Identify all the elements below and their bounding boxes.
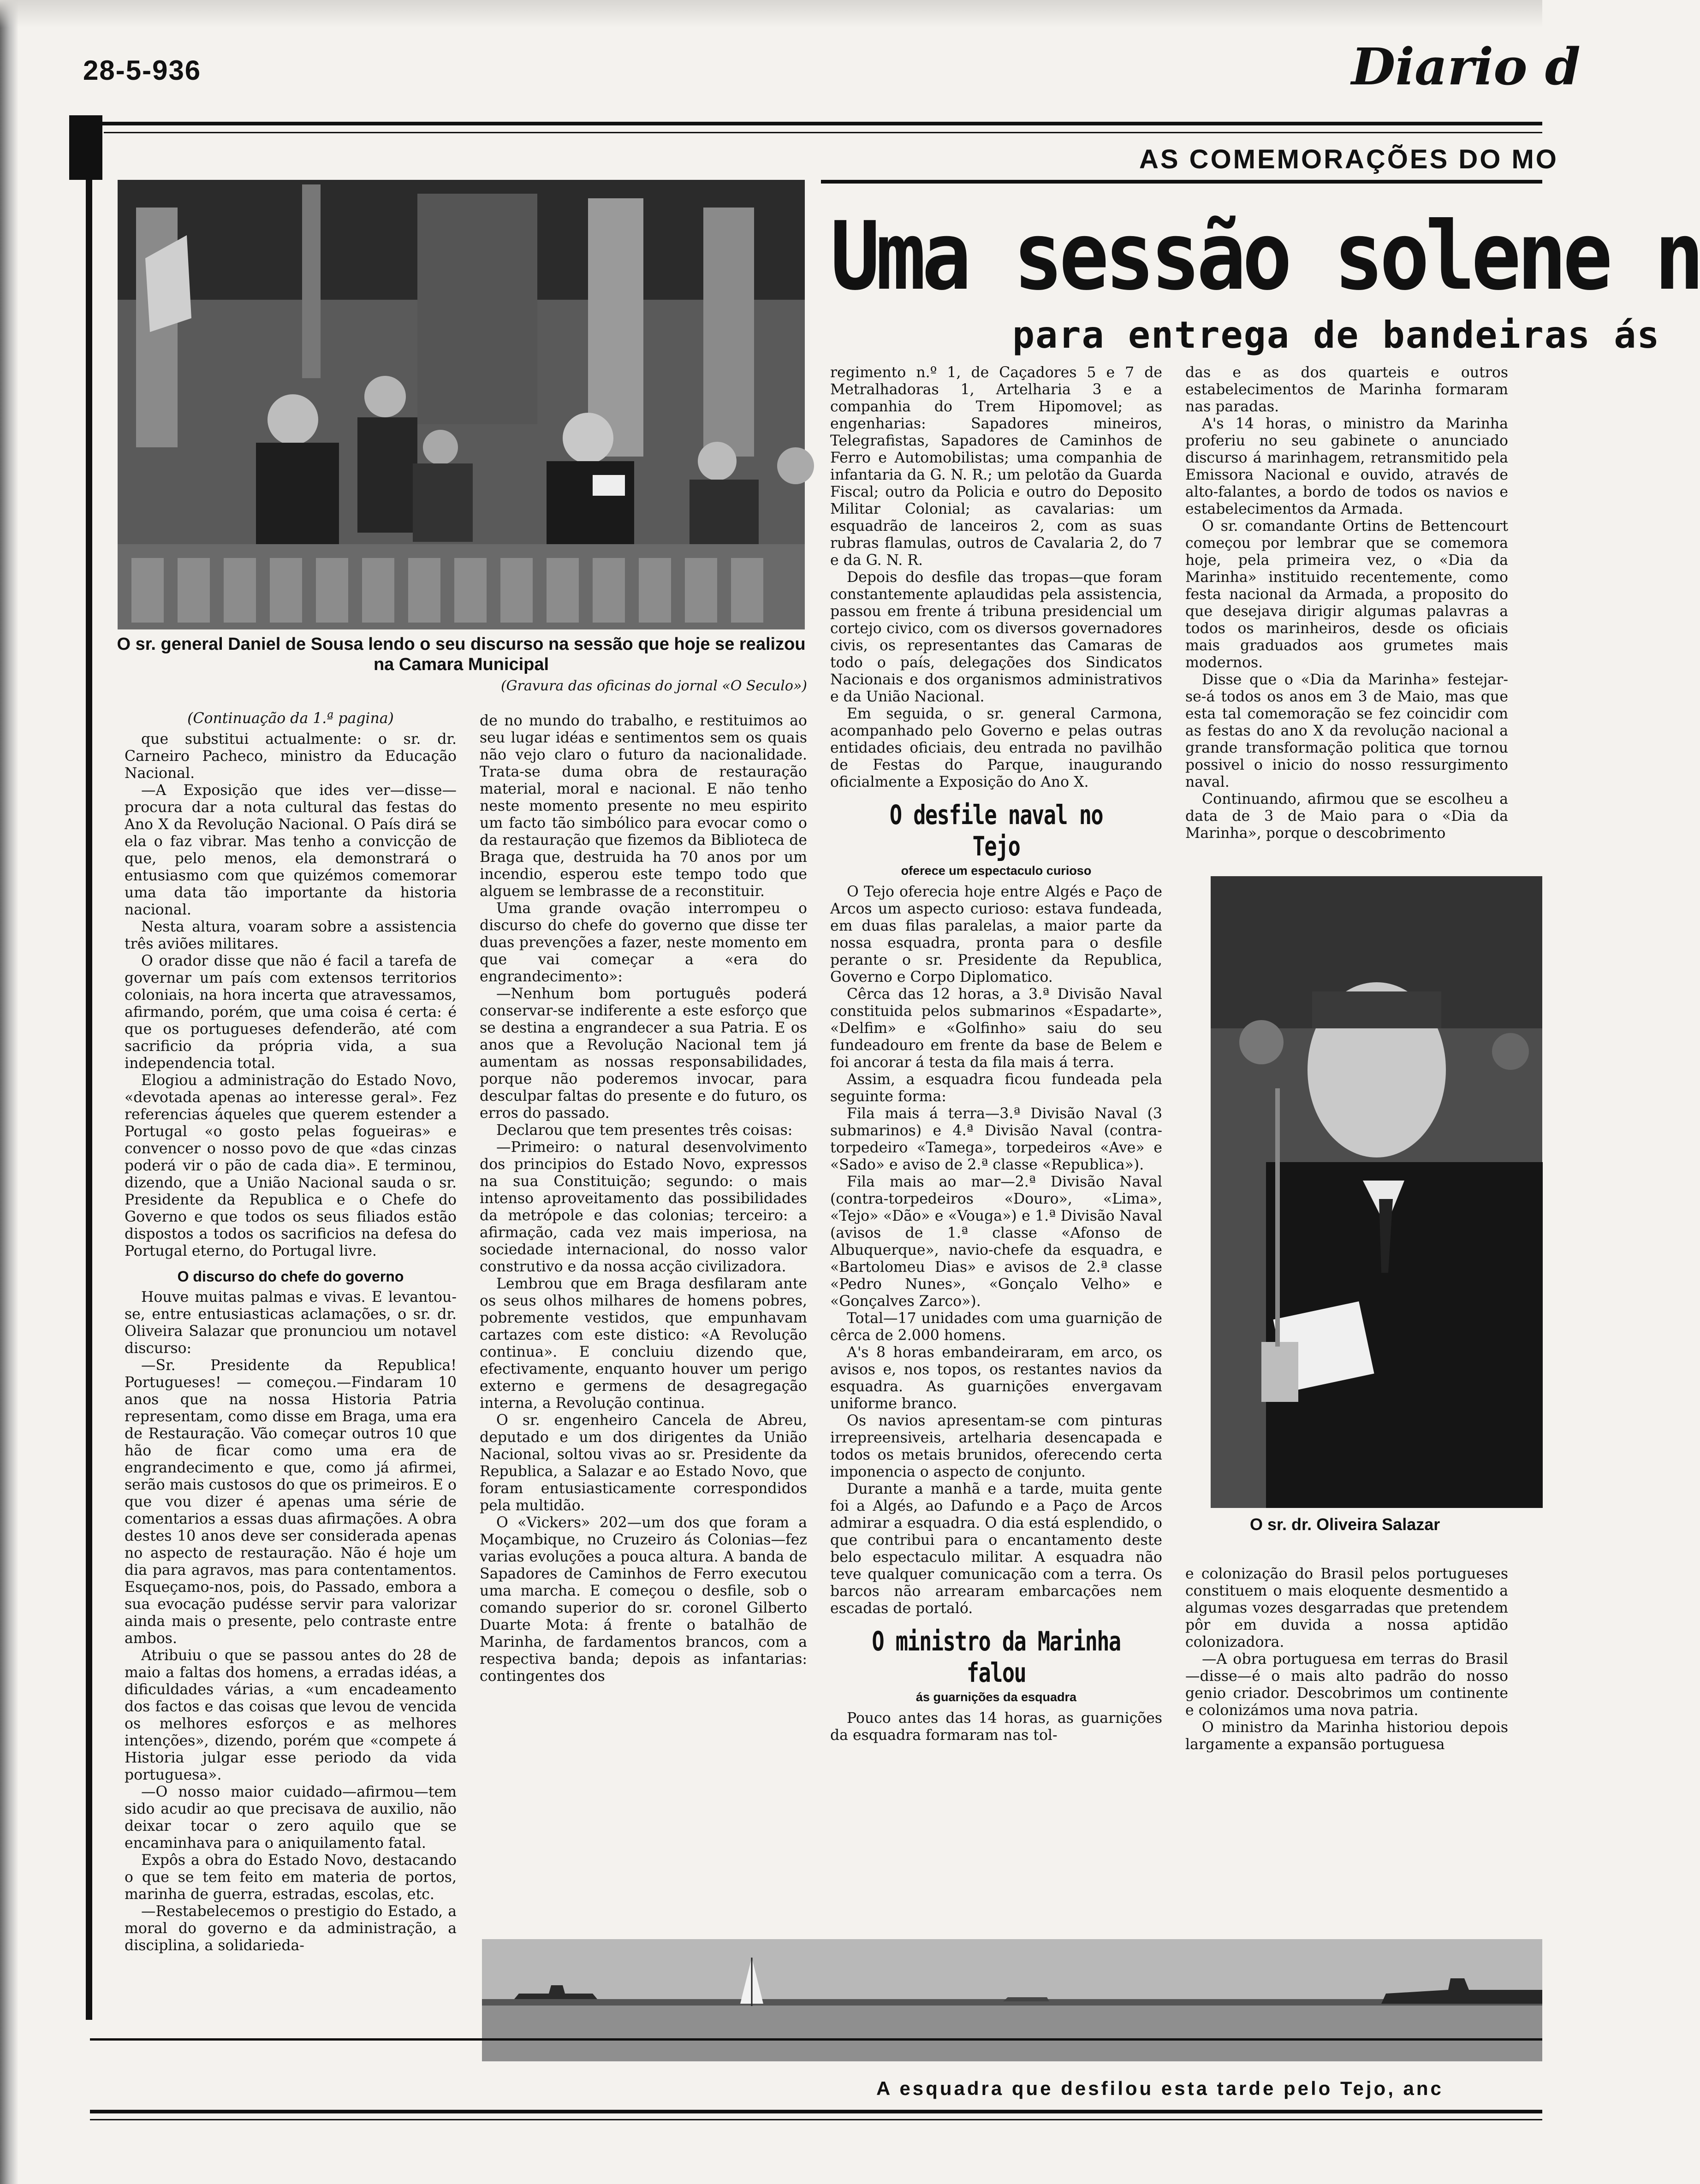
column-2 xyxy=(480,712,807,1935)
column-3 xyxy=(830,364,1162,1935)
article-headline: Uma sessão solene n xyxy=(830,202,1700,311)
photo-fleet-tejo xyxy=(482,1939,1542,2061)
issue-date: 28-5-936 xyxy=(83,55,202,86)
article-subhead: para entrega de bandeiras ás xyxy=(1012,314,1660,356)
paragraph: Declarou que tem presentes três coisas: xyxy=(496,1122,793,1139)
paragraph: das e as dos quarteis e outros estabelecimentos de Marinha formaram nas paradas. xyxy=(1185,364,1508,415)
paragraph: O ministro da Marinha historiou depois largamente a expansão portuguesa xyxy=(1185,1719,1508,1753)
footer-rule-thin xyxy=(90,2119,1542,2120)
paragraph: Assim, a esquadra ficou fundeada pela seguinte forma: xyxy=(830,1071,1162,1105)
page-top-grain xyxy=(0,0,1542,28)
paragraph: Fila mais ao mar—2.ª Divisão Naval (contra-torpedeiros «Douro», «Lima», «Tejo» «Dão» e «Vouga») e 1.ª Divisão Naval (avisos de 1.ª classe «Afonso de Albuquerque», navio-chefe da esquadra, e «Bartolomeu Dias» e avisos de 2.ª classe «Pedro Nunes», «Gonçalo Velho» e «Gonçalves Zarco»). xyxy=(830,1174,1162,1310)
paragraph: Nesta altura, voaram sobre a assistencia três aviões militares. xyxy=(125,919,457,952)
paragraph: O Tejo oferecia hoje entre Algés e Paço de Arcos um aspecto curioso: estava fundeada, em duas filas paralelas, a maior parte da nossa esquadra, pronta para o desfile perante o sr. Presidente da Republica, Governo e Corpo Diplomatico. xyxy=(830,884,1162,985)
footer-rule xyxy=(90,2038,1542,2041)
paragraph: Pouco antes das 14 horas, as guarnições da esquadra formaram nas tol- xyxy=(830,1710,1162,1744)
paragraph: —Restabelecemos o prestigio do Estado, a moral do governo e da administração, a disciplina, a solidarieda- xyxy=(125,1903,457,1954)
paragraph: —A obra portuguesa em terras do Brasil—disse—é o mais alto padrão do nosso genio criador. Descobrimos um continente e colonizámos uma nova patria. xyxy=(1185,1651,1508,1719)
paragraph: que substitui actualmente: o sr. dr. Carneiro Pacheco, ministro da Educação Nacional. xyxy=(125,731,457,782)
photo-caption-bottom: A esquadra que desfilou esta tarde pelo Tejo, anc xyxy=(876,2077,1444,2099)
column-4 xyxy=(1185,364,1508,876)
paragraph: Expôs a obra do Estado Novo, destacando o que se tem feito em materia de portos, marinha de guerra, estradas, escolas, etc. xyxy=(125,1852,457,1903)
paragraph: Elogiou a administração do Estado Novo, «devotada apenas ao interesse geral». Fez referencias áqueles que querem estender a Portugal «o gosto pelas fogueiras» e convencer o nosso povo de que «das cinzas poderá vir o pão de cada dia». E terminou, dizendo, que a União Nacional sauda o sr. Presidente da Republica e o Chefe do Governo e que todos os seus filiados estão dispostos a todos os sacrificios na defesa do Portugal eterno, do Portugal livre. xyxy=(125,1072,457,1259)
column-marker-block xyxy=(69,115,102,180)
photo-council-session xyxy=(118,180,805,629)
photo-caption-top: O sr. general Daniel de Sousa lendo o seu discurso na sessão que hoje se realizou na Camara Municipal xyxy=(117,635,806,674)
paragraph: e colonização do Brasil pelos portugueses constituem o mais eloquente desmentido a algumas vozes desgarradas que pretendem pôr em duvida a nossa aptidão colonizadora. xyxy=(1185,1566,1508,1650)
paragraph: Lembrou que em Braga desfilaram ante os seus olhos milhares de homens pobres, pobremente vestidos, que empunhavam cartazes com este distico: «A Revolução continua». E concluiu dizendo que, efectivamente, enquanto houver um perigo externo e germens de desagregação interna, a Revolução continua. xyxy=(480,1276,807,1412)
photo-oliveira-salazar xyxy=(1211,876,1542,1508)
section-heading: O ministro da Marinha falou xyxy=(872,1626,1121,1688)
footer-rule-thick xyxy=(90,2110,1542,2113)
paragraph: O sr. engenheiro Cancela de Abreu, deputado e um dos dirigentes da União Nacional, soltou vivas ao sr. Presidente da Republica, a Salazar e ao Estado Novo, que foram entusiasticamente correspondidos pela multidão. xyxy=(480,1412,807,1514)
paragraph: —Primeiro: o natural desenvolvimento dos principios do Estado Novo, expressos na sua Constituição; segundo: o mais intenso aproveitamento das possibilidades da metrópole e das colonias; terceiro: a afirmação, cada vez mais imperiosa, na sociedade internacional, do nosso valor construtivo e da nossa acção civilizadora. xyxy=(480,1139,807,1275)
section-heading: O desfile naval no Tejo xyxy=(889,799,1103,862)
newspaper-title: Diario d xyxy=(1351,37,1581,96)
article-kicker: AS COMEMORAÇÕES DO MO xyxy=(1139,144,1558,174)
paragraph: —Nenhum bom português poderá conservar-se indiferente a este esforço que se destina a engrandecer a sua Patria. E os anos que a Revolução Nacional tem já aumentam as nossas responsabilidades, porque não poderemos invocar, para desculpar faltas do presente e do futuro, os erros do passado. xyxy=(480,985,807,1122)
column-1 xyxy=(125,710,457,2038)
paragraph: —Sr. Presidente da Republica! Portugueses! — começou.—Findaram 10 anos que na nossa Historia Patria representam, como disse em Braga, uma era de Restauração. Vão começar outros 10 que hão de ficar como uma era de engrandecimento e que, como já afirmei, serão mais custosos do que os primeiros. E o que vou dizer é apenas uma série de comentarios a essas duas afirmações. A obra destes 10 anos deve ser considerada apenas no aspecto de restauração. Não é hoje um dia para agravos, mas para contentamentos. Esqueçamo-nos, pois, do Passado, embora a sua evocação pudésse servir para valorizar ainda mais o presente, pelo contraste entre ambos. xyxy=(125,1357,457,1647)
paragraph: Total—17 unidades com uma guarnição de cêrca de 2.000 homens. xyxy=(830,1310,1162,1344)
page-edge-shadow xyxy=(0,0,18,2184)
paragraph: Disse que o «Dia da Marinha» festejar-se-á todos os anos em 3 de Maio, mas que esta tal comemoração se fez coincidir com as festas do ano X da revolução nacional a grande transformação politica que tornou possivel o inicio do nosso ressurgimento naval. xyxy=(1185,671,1508,790)
masthead-rule xyxy=(92,122,1542,125)
paragraph: Cêrca das 12 horas, a 3.ª Divisão Naval constituida pelos submarinos «Espadarte», «Delfim» e «Golfinho» saiu do seu fundeadouro em frente da base de Belem e foi ancorar á testa da fila mais á terra. xyxy=(830,986,1162,1071)
paragraph: O orador disse que não é facil a tarefa de governar um país com extensos territorios coloniais, na hora incerta que atravessamos, afirmando, porém, que uma coisa é certa: é que os portugueses defenderão, até com sacrificio da própria vida, a sua independencia total. xyxy=(125,953,457,1072)
paragraph: regimento n.º 1, de Caçadores 5 e 7 de Metralhadoras 1, Artelharia 3 e a companhia do Trem Hipomovel; as engenharias: Sapadores mineiros, Telegrafistas, Sapadores de Caminhos de Ferro e Automobilistas; uma companhia de infantaria da G. N. R.; um pelotão da Guarda Fiscal; outro da Policia e outro do Deposito Militar Colonial; as cavalarias: um esquadrão de lanceiros 2, com as suas rubras flamulas, outros de Cavalaria 2, do 7 e da G. N. R. xyxy=(830,364,1162,569)
paragraph: —A Exposição que ides ver—disse—procura dar a nota cultural das festas do Ano X da Revolução Nacional. O País dirá se ela o faz vibrar. Mas tenho a convicção de que, pelo menos, ela demonstrará o entusiasmo com que quizémos comemorar uma data tão importante da historia nacional. xyxy=(125,782,457,918)
paragraph: Durante a manhã e a tarde, muita gente foi a Algés, ao Dafundo e a Paço de Arcos admirar a esquadra. O dia está esplendido, o que contribui para o encantamento deste belo espectaculo militar. A esquadra não teve qualquer comunicação com a terra. Os barcos não arrearam embarcações nem escadas de portaló. xyxy=(830,1481,1162,1617)
section-subheading: ás guarnições da esquadra xyxy=(915,1690,1077,1704)
paragraph: A's 8 horas embandeiraram, em arco, os avisos e, nos topos, os restantes navios da esquadra. As guarnições envergavam uniforme branco. xyxy=(830,1344,1162,1412)
paragraph: O sr. comandante Ortins de Bettencourt começou por lembrar que se comemora hoje, pela primeira vez, o «Dia da Marinha» instituido recentemente, como festa nacional da Armada, a proposito do que desejava dirigir algumas palavras a todos os marinheiros, desde os oficiais mais graduados aos grumetes mais modernos. xyxy=(1185,518,1508,671)
continuation-note: (Continuação da 1.ª pagina) xyxy=(187,710,394,727)
paragraph: de no mundo do trabalho, e restituimos ao seu lugar idéas e sentimentos sem os quais não vejo claro o futuro da nacionalidade. Trata-se duma obra de restauração material, moral e nacional. E não tenho neste momento presente no meu espirito um facto tão simbólico para evocar como o da restauração que fizemos da Biblioteca de Braga que, destruida ha 70 anos por um incendio, esperou este tempo todo que alguem se lembrasse de a reconstituir. xyxy=(480,712,807,900)
photo-caption-right: O sr. dr. Oliveira Salazar xyxy=(1250,1515,1440,1534)
paragraph: A's 14 horas, o ministro da Marinha proferiu no seu gabinete o anunciado discurso á marinhagem, retransmitido pela Emissora Nacional e ouvido, através de alto-falantes, a bordo de todos os navios e estabelecimentos da Armada. xyxy=(1185,415,1508,517)
kicker-rule xyxy=(821,180,1542,184)
paragraph: Continuando, afirmou que se escolheu a data de 3 de Maio para o «Dia da Marinha», porque o descobrimento xyxy=(1185,791,1508,842)
left-column-rule xyxy=(86,180,92,2020)
paragraph: Houve muitas palmas e vivas. E levantou-se, entre entusiasticas aclamações, o sr. dr. Oliveira Salazar que pronunciou um notavel discurso: xyxy=(125,1289,457,1357)
paragraph: Uma grande ovação interrompeu o discurso do chefe do governo que disse ter duas prevenções a fazer, neste momento em que vai começar a «era do engrandecimento»: xyxy=(480,900,807,985)
paragraph: —O nosso maior cuidado—afirmou—tem sido acudir ao que precisava de auxilio, não deixar tocar o zero aquilo que se encaminhava para o aniquilamento fatal. xyxy=(125,1784,457,1852)
column-4-continued xyxy=(1185,1566,1508,1935)
section-heading: O discurso do chefe do governo xyxy=(177,1268,404,1285)
paragraph: Em seguida, o sr. general Carmona, acompanhado pelo Governo e pelas outras entidades oficiais, deu entrada no pavilhão de Festas do Parque, inaugurando oficialmente a Exposição do Ano X. xyxy=(830,706,1162,790)
paragraph: Depois do desfile das tropas—que foram constantemente aplaudidas pela assistencia, passou em frente á tribuna presidencial um cortejo civico, com os diversos governadores civis, os representantes das Camaras de todo o país, delegações dos Sindicatos Nacionais e dos organismos administrativos e da União Nacional. xyxy=(830,569,1162,705)
paragraph: Atribuiu o que se passou antes do 28 de maio a faltas dos homens, a erradas idéas, a dificuldades várias, a «um encadeamento dos factos e das coisas que levou de vencida os melhores esforços e as melhores intenções», dizendo, porém que «compete á Historia julgar esse periodo da vida portuguesa». xyxy=(125,1647,457,1783)
masthead-rule-thin xyxy=(104,132,1542,133)
section-subheading: oferece um espectaculo curioso xyxy=(901,864,1092,878)
paragraph: Fila mais á terra—3.ª Divisão Naval (3 submarinos) e 4.ª Divisão Naval (contra-torpedeiro «Tamega», torpedeiros «Ave» e «Sado» e aviso de 2.ª classe «Republica»). xyxy=(830,1105,1162,1173)
paragraph: Os navios apresentam-se com pinturas irrepreensiveis, artelharia desencapada e todos os metais brunidos, oferecendo certa imponencia o aspecto de conjunto. xyxy=(830,1412,1162,1480)
paragraph: O «Vickers» 202—um dos que foram a Moçambique, no Cruzeiro ás Colonias—fez varias evoluções a pouca altura. A banda de Sapadores de Caminhos de Ferro executou uma marcha. E começou o desfile, sob o comando superior do sr. coronel Gilberto Duarte Mota: á frente o batalhão de Marinha, de fardamentos brancos, com a respectiva banda; depois as infantarias: contingentes dos xyxy=(480,1514,807,1685)
photo-credit: (Gravura das oficinas do jornal «O Seculo») xyxy=(500,678,807,694)
